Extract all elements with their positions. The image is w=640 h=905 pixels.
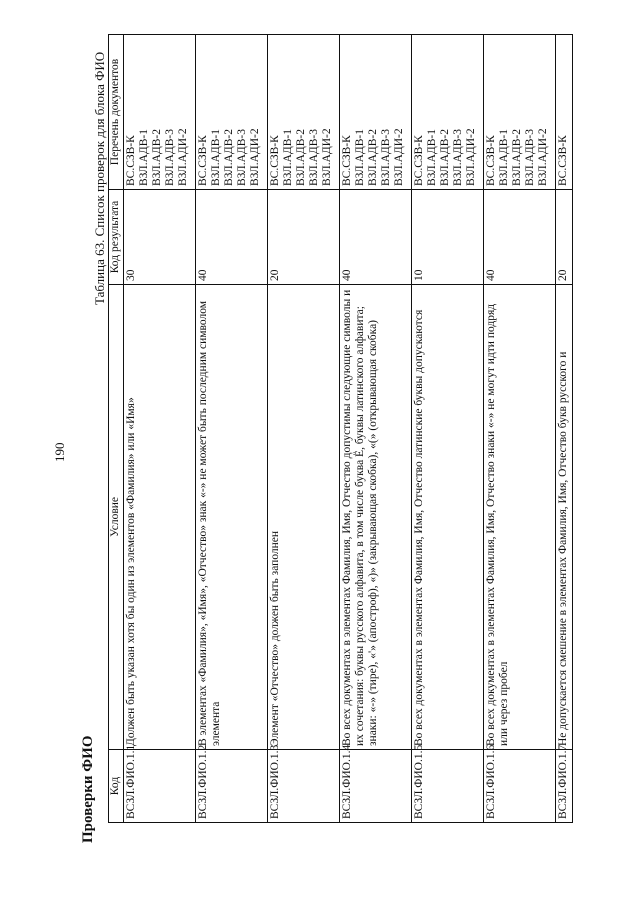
- document-item: ВЗЛ.АДВ-3: [380, 128, 392, 186]
- document-item: ВЗЛ.АДВ-1: [210, 128, 222, 186]
- document-item: ВЗЛ.АДВ-2: [295, 128, 307, 186]
- table-row: [268, 35, 340, 823]
- document-item: ВЗЛ.АДВ-3: [308, 128, 320, 186]
- row-condition: Не допускается смешение в элементах Фамилия, Имя, Отчество букв русского и: [556, 285, 573, 750]
- row-result-code: 10: [412, 190, 484, 285]
- row-code: ВСЗЛ.ФИО.1.1: [124, 750, 196, 823]
- row-result-code: 40: [196, 190, 268, 285]
- document-item: ВС.СЗВ-К: [485, 135, 497, 186]
- document-item: ВЗЛ.АДВ-2: [223, 128, 235, 186]
- header-condition: Условие: [109, 285, 124, 750]
- document-item: ВЗЛ.АДВ-3: [236, 128, 248, 186]
- row-condition: Во всех документах в элементах Фамилия, Имя, Отчество знаки «-» не могут идти подряд или через пробел: [484, 285, 556, 750]
- document-item: ВЗЛ.АДВ-1: [498, 128, 510, 186]
- row-condition: Должен быть указан хотя бы один из элементов «Фамилия» или «Имя»: [124, 285, 196, 750]
- row-result-code: 20: [556, 190, 573, 285]
- document-item: ВС.СЗВ-К: [197, 135, 209, 186]
- document-item: ВС.СЗВ-К: [413, 135, 425, 186]
- header-result-code: Код результата: [109, 190, 124, 285]
- row-documents: [412, 35, 484, 190]
- document-item: ВЗЛ.АДВ-1: [426, 128, 438, 186]
- checks-table: [108, 34, 573, 823]
- row-documents: [556, 35, 573, 190]
- row-result-code: 40: [484, 190, 556, 285]
- row-result-code: 20: [268, 190, 340, 285]
- document-item: ВЗЛ.АДВ-2: [511, 128, 523, 186]
- row-code: ВСЗЛ.ФИО.1.4: [340, 750, 412, 823]
- row-condition: Во всех документах в элементах Фамилия, Имя, Отчество латинские буквы допускаются: [412, 285, 484, 750]
- table-header-row: [109, 35, 124, 823]
- header-code: Код: [109, 750, 124, 823]
- row-code: ВСЗЛ.ФИО.1.3: [268, 750, 340, 823]
- page-number: 190: [52, 442, 67, 462]
- row-documents: [340, 35, 412, 190]
- document-item: ВЗЛ.АДВ-3: [452, 128, 464, 186]
- row-code: ВСЗЛ.ФИО.1.6: [484, 750, 556, 823]
- row-code: ВСЗЛ.ФИО.1.7: [556, 750, 573, 823]
- row-documents: [196, 35, 268, 190]
- row-result-code: 30: [124, 190, 196, 285]
- table-row: [484, 35, 556, 823]
- document-item: ВЗЛ.АДИ-2: [321, 128, 333, 186]
- document-item: ВС.СЗВ-К: [557, 135, 569, 186]
- document-item: ВЗЛ.АДВ-1: [138, 128, 150, 186]
- section-title: Проверки ФИО: [80, 735, 96, 843]
- document-item: ВЗЛ.АДВ-3: [524, 128, 536, 186]
- row-documents: [268, 35, 340, 190]
- document-item: ВЗЛ.АДВ-2: [367, 128, 379, 186]
- row-result-code: 40: [340, 190, 412, 285]
- header-documents: Перечень документов: [109, 35, 124, 190]
- document-item: ВЗЛ.АДИ-2: [537, 128, 549, 186]
- row-condition: Во всех документах в элементах Фамилия, Имя, Отчество допустимы следующие символы и их сочетания: буквы русского алфавита, в том числе буква Ё, буквы латинского алфавита; знаки: «-» (тире), «'» (апостроф), «)» (закрывающая скобка), «(» (открывающая скобка): [340, 285, 412, 750]
- table-row: [340, 35, 412, 823]
- document-item: ВЗЛ.АДИ-2: [249, 128, 261, 186]
- document-item: ВЗЛ.АДВ-1: [354, 128, 366, 186]
- table-caption: Таблица 63. Список проверок для блока ФИО: [92, 51, 107, 305]
- document-item: ВЗЛ.АДВ-3: [164, 128, 176, 186]
- row-code: ВСЗЛ.ФИО.1.2: [196, 750, 268, 823]
- document-item: ВС.СЗВ-К: [125, 135, 137, 186]
- document-item: ВЗЛ.АДИ-2: [393, 128, 405, 186]
- document-item: ВС.СЗВ-К: [341, 135, 353, 186]
- document-item: ВЗЛ.АДИ-2: [177, 128, 189, 186]
- row-condition: В элементах «Фамилия», «Имя», «Отчество» знак «-» не может быть последним символом элемента: [196, 285, 268, 750]
- document-item: ВС.СЗВ-К: [269, 135, 281, 186]
- row-code: ВСЗЛ.ФИО.1.5: [412, 750, 484, 823]
- document-item: ВЗЛ.АДВ-2: [439, 128, 451, 186]
- table-row: [412, 35, 484, 823]
- document-item: ВЗЛ.АДВ-1: [282, 128, 294, 186]
- document-item: ВЗЛ.АДИ-2: [465, 128, 477, 186]
- row-condition: Элемент «Отчество» должен быть заполнен: [268, 285, 340, 750]
- table-row: [556, 35, 573, 823]
- row-documents: [124, 35, 196, 190]
- table-row: [124, 35, 196, 823]
- table-row: [196, 35, 268, 823]
- document-item: ВЗЛ.АДВ-2: [151, 128, 163, 186]
- row-documents: [484, 35, 556, 190]
